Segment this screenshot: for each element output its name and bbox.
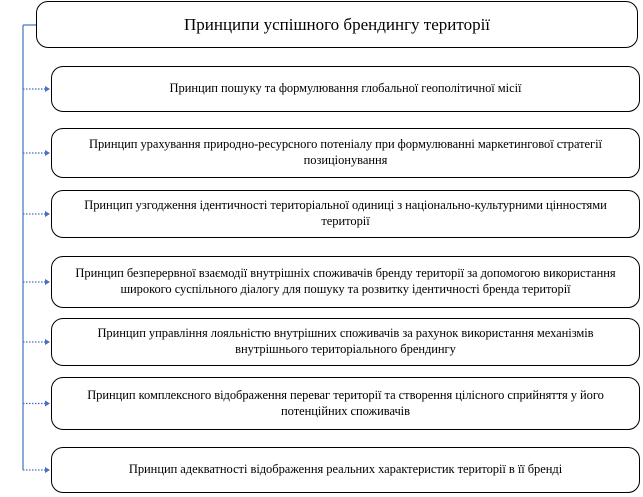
diagram-title-box [36, 1, 638, 48]
principle-box-6 [51, 377, 640, 430]
arrow-head-6 [45, 401, 50, 407]
principle-box-7 [51, 447, 640, 493]
principle-box-5 [51, 318, 640, 366]
principle-text-5: Принцип управління лояльністю внутрішних споживачів за рахунок використання механізмів внутрішнього територіального брендингу [97, 326, 594, 356]
arrow-head-1 [45, 86, 50, 92]
principle-text-2: Принцип урахування природно-ресурсного потеніалу при формулюванні маркетингової стратегії позиціонування [89, 137, 602, 167]
principle-box-2 [51, 128, 640, 178]
principle-box-3 [51, 190, 640, 238]
principle-text-7: Принцип адекватності відображення реальних характеристик території в її бренді [128, 462, 563, 477]
principle-text-3: Принцип узгодження ідентичності територіальної одиниці з національно-культурними цінностями території [84, 198, 607, 228]
principle-text-1: Принцип пошуку та формулювання глобальної геополітичної місії [169, 81, 522, 96]
arrow-head-5 [45, 339, 50, 345]
principle-text-6: Принцип комплексного відображення переваг території та створення цілісного сприйняття у його потенційних споживачів [87, 387, 604, 418]
arrow-head-3 [45, 211, 50, 217]
principle-box-1 [51, 66, 640, 112]
arrow-head-7 [45, 467, 50, 473]
arrow-head-4 [45, 279, 50, 285]
principle-box-4 [51, 256, 640, 308]
principle-text-4: Принцип безперервної взаємодії внутрішніх споживачів бренду території за допомогою використання широкого суспільного діалогу для пошуку та розвитку ідентичності бренда території [75, 266, 616, 296]
diagram-title: Принципи успішного брендингу території [183, 14, 491, 34]
arrow-head-2 [45, 150, 50, 156]
